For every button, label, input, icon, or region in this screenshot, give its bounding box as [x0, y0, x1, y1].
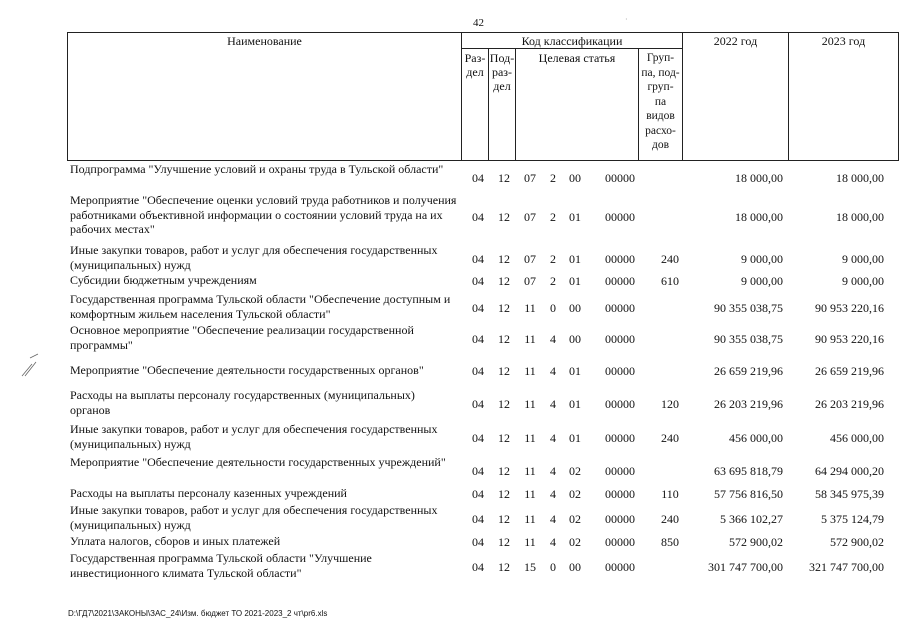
header-section: Раз- дел: [464, 51, 486, 79]
row-code-c4: 00000: [605, 535, 635, 549]
row-code-c4: 00000: [605, 209, 635, 224]
row-code-pr: 12: [498, 487, 510, 501]
row-code-rz: 04: [472, 487, 484, 501]
table-row: [68, 551, 898, 581]
table-row: [68, 455, 898, 485]
row-amount-2023: 18 000,00: [836, 171, 884, 185]
row-amount-2023: 26 659 219,96: [815, 364, 884, 378]
table-row: [68, 388, 898, 418]
table-row: [68, 273, 898, 289]
table-row: [68, 486, 898, 502]
row-code-pr: 12: [498, 397, 510, 411]
row-amount-2022: 572 900,02: [729, 535, 783, 549]
row-amount-2023: 90 953 220,16: [815, 301, 884, 315]
row-code-c1: 11: [524, 332, 536, 346]
row-amount-2022: 18 000,00: [735, 209, 783, 224]
row-code-c3: 02: [569, 535, 581, 549]
row-name: Расходы на выплаты персоналу казенных учреждений: [70, 486, 347, 500]
row-amount-2023: 9 000,00: [842, 274, 884, 288]
header-name: Наименование: [227, 34, 302, 48]
row-code-rz: 04: [472, 364, 484, 378]
table-row: [68, 422, 898, 452]
table-row: [68, 162, 898, 192]
row-amount-2023: 572 900,02: [830, 535, 884, 549]
row-code-c4: 00000: [605, 252, 635, 266]
row-code-c3: 01: [569, 209, 581, 224]
row-code-pr: 12: [498, 512, 510, 526]
row-amount-2023: 321 747 700,00: [809, 560, 884, 574]
header-group: Груп- па, под- груп- па видов расхо- дов: [641, 52, 680, 151]
row-code-c4: 00000: [605, 397, 635, 411]
row-code-rz: 04: [472, 431, 484, 445]
row-name: Иные закупки товаров, работ и услуг для обеспечения государственных (муниципальных) нужд: [70, 503, 438, 532]
row-code-c3: 00: [569, 332, 581, 346]
row-code-c4: 00000: [605, 487, 635, 501]
row-code-c2: 2: [550, 274, 556, 288]
row-code-c2: 2: [550, 209, 556, 224]
row-code-c3: 01: [569, 431, 581, 445]
row-code-c4: 00000: [605, 274, 635, 288]
row-code-c3: 01: [569, 364, 581, 378]
table-row: [68, 292, 898, 322]
page-number: 42: [473, 17, 484, 29]
row-amount-2022: 26 203 219,96: [714, 397, 783, 411]
row-code-c4: 00000: [605, 171, 635, 185]
row-name: Основное мероприятие "Обеспечение реализации государственной программы": [70, 323, 414, 352]
row-code-c3: 01: [569, 274, 581, 288]
row-code-c2: 4: [550, 535, 556, 549]
row-amount-2022: 301 747 700,00: [708, 560, 783, 574]
row-amount-2023: 58 345 975,39: [815, 487, 884, 501]
row-code-c3: 00: [569, 301, 581, 315]
row-code-pr: 12: [498, 171, 510, 185]
row-code-pr: 12: [498, 364, 510, 378]
row-name: Мероприятие "Обеспечение деятельности государственных органов": [70, 363, 424, 377]
row-code-pr: 12: [498, 209, 510, 224]
header-code: Код классификации: [521, 34, 623, 48]
row-amount-2022: 18 000,00: [735, 171, 783, 185]
row-amount-2022: 90 355 038,75: [714, 332, 783, 346]
row-code-vr: 610: [661, 274, 679, 288]
row-code-c2: 4: [550, 364, 556, 378]
row-code-pr: 12: [498, 252, 510, 266]
row-code-c3: 02: [569, 487, 581, 501]
row-amount-2022: 9 000,00: [741, 274, 783, 288]
row-amount-2023: 26 203 219,96: [815, 397, 884, 411]
row-code-c3: 02: [569, 512, 581, 526]
row-name: Иные закупки товаров, работ и услуг для обеспечения государственных (муниципальных) нужд: [70, 422, 438, 451]
table-row: [68, 323, 898, 353]
row-code-c2: 4: [550, 332, 556, 346]
row-amount-2022: 63 695 818,79: [714, 464, 783, 478]
row-code-vr: 850: [661, 535, 679, 549]
row-name: Мероприятие "Обеспечение деятельности государственных учреждений": [70, 455, 446, 469]
row-amount-2022: 9 000,00: [741, 252, 783, 266]
row-code-rz: 04: [472, 209, 484, 224]
header-subsection: Под- раз- дел: [489, 51, 515, 93]
row-amount-2022: 90 355 038,75: [714, 301, 783, 315]
row-code-c2: 0: [550, 560, 556, 574]
row-code-c1: 11: [524, 512, 536, 526]
row-code-pr: 12: [498, 301, 510, 315]
row-code-c4: 00000: [605, 301, 635, 315]
row-name: Расходы на выплаты персоналу государственных (муниципальных) органов: [70, 388, 415, 417]
row-code-pr: 12: [498, 431, 510, 445]
row-code-c2: 4: [550, 464, 556, 478]
row-code-c2: 4: [550, 487, 556, 501]
row-code-c2: 2: [550, 171, 556, 185]
row-code-c4: 00000: [605, 364, 635, 378]
row-amount-2023: 456 000,00: [830, 431, 884, 445]
row-code-vr: 240: [661, 252, 679, 266]
row-amount-2023: 90 953 220,16: [815, 332, 884, 346]
header-2022: 2022 год: [713, 34, 758, 48]
row-code-pr: 12: [498, 535, 510, 549]
row-amount-2022: 456 000,00: [729, 431, 783, 445]
row-code-vr: 240: [661, 431, 679, 445]
table-row: [68, 363, 898, 379]
row-code-rz: 04: [472, 535, 484, 549]
row-name: Субсидии бюджетным учреждениям: [70, 273, 257, 287]
header-2023: 2023 год: [821, 34, 866, 48]
row-code-c3: 02: [569, 464, 581, 478]
row-code-c1: 11: [524, 431, 536, 445]
row-amount-2022: 26 659 219,96: [714, 364, 783, 378]
row-code-c2: 4: [550, 431, 556, 445]
table-header: [67, 32, 899, 161]
row-code-c1: 11: [524, 397, 536, 411]
row-code-c3: 01: [569, 397, 581, 411]
row-amount-2023: 5 375 124,79: [821, 512, 884, 526]
row-amount-2022: 5 366 102,27: [720, 512, 783, 526]
row-code-rz: 04: [472, 332, 484, 346]
row-code-c1: 07: [524, 171, 536, 185]
scan-speck: ·: [625, 15, 628, 24]
row-code-vr: 110: [661, 487, 679, 501]
row-code-c3: 00: [569, 560, 581, 574]
row-amount-2023: 9 000,00: [842, 252, 884, 266]
row-code-c4: 00000: [605, 431, 635, 445]
row-code-rz: 04: [472, 560, 484, 574]
row-code-pr: 12: [498, 274, 510, 288]
row-code-c4: 00000: [605, 512, 635, 526]
header-target: Целевая статья: [538, 51, 616, 65]
row-code-c2: 2: [550, 252, 556, 266]
row-code-c4: 00000: [605, 464, 635, 478]
row-name: Государственная программа Тульской области "Улучшение инвестиционного климата Тульской области": [70, 551, 372, 580]
row-amount-2023: 64 294 000,20: [815, 464, 884, 478]
row-code-rz: 04: [472, 274, 484, 288]
row-name: Подпрограмма "Улучшение условий и охраны труда в Тульской области": [70, 162, 444, 176]
scan-pen-mark: [18, 352, 42, 380]
row-name: Иные закупки товаров, работ и услуг для обеспечения государственных (муниципальных) нужд: [70, 243, 438, 272]
row-code-c1: 11: [524, 535, 536, 549]
row-code-c2: 4: [550, 397, 556, 411]
row-code-c2: 0: [550, 301, 556, 315]
row-code-rz: 04: [472, 512, 484, 526]
row-code-vr: 120: [661, 397, 679, 411]
row-code-c1: 15: [524, 560, 536, 574]
row-code-rz: 04: [472, 301, 484, 315]
row-name: Государственная программа Тульской области "Обеспечение доступным и комфортным жильем населения Тульской области": [70, 292, 451, 321]
row-code-pr: 12: [498, 560, 510, 574]
row-code-c4: 00000: [605, 332, 635, 346]
row-code-rz: 04: [472, 252, 484, 266]
row-code-c1: 11: [524, 464, 536, 478]
row-amount-2023: 18 000,00: [836, 209, 884, 224]
table-row: [68, 193, 898, 238]
row-code-c3: 00: [569, 171, 581, 185]
row-code-c3: 01: [569, 252, 581, 266]
row-code-c1: 11: [524, 301, 536, 315]
table-row: [68, 534, 898, 550]
row-code-pr: 12: [498, 332, 510, 346]
row-code-pr: 12: [498, 464, 510, 478]
row-code-c1: 07: [524, 209, 536, 224]
row-name: Уплата налогов, сборов и иных платежей: [70, 534, 281, 548]
row-code-c2: 4: [550, 512, 556, 526]
row-name: Мероприятие "Обеспечение оценки условий труда работников и получения работниками объективной информации о состоянии условий труда на их рабочих местах": [70, 193, 457, 236]
table-row: [68, 243, 898, 273]
row-code-c4: 00000: [605, 560, 635, 574]
row-code-c1: 07: [524, 252, 536, 266]
row-amount-2022: 57 756 816,50: [714, 487, 783, 501]
footer-file-path: D:\ГД7\2021\ЗАКОНЫ\ЗАС_24\Изм. бюджет ТО 2021-2023_2 чт\pr6.xls: [68, 609, 328, 618]
row-code-rz: 04: [472, 464, 484, 478]
row-code-c1: 07: [524, 274, 536, 288]
table-row: [68, 503, 898, 533]
row-code-rz: 04: [472, 397, 484, 411]
row-code-rz: 04: [472, 171, 484, 185]
row-code-vr: 240: [661, 512, 679, 526]
row-code-c1: 11: [524, 364, 536, 378]
row-code-c1: 11: [524, 487, 536, 501]
